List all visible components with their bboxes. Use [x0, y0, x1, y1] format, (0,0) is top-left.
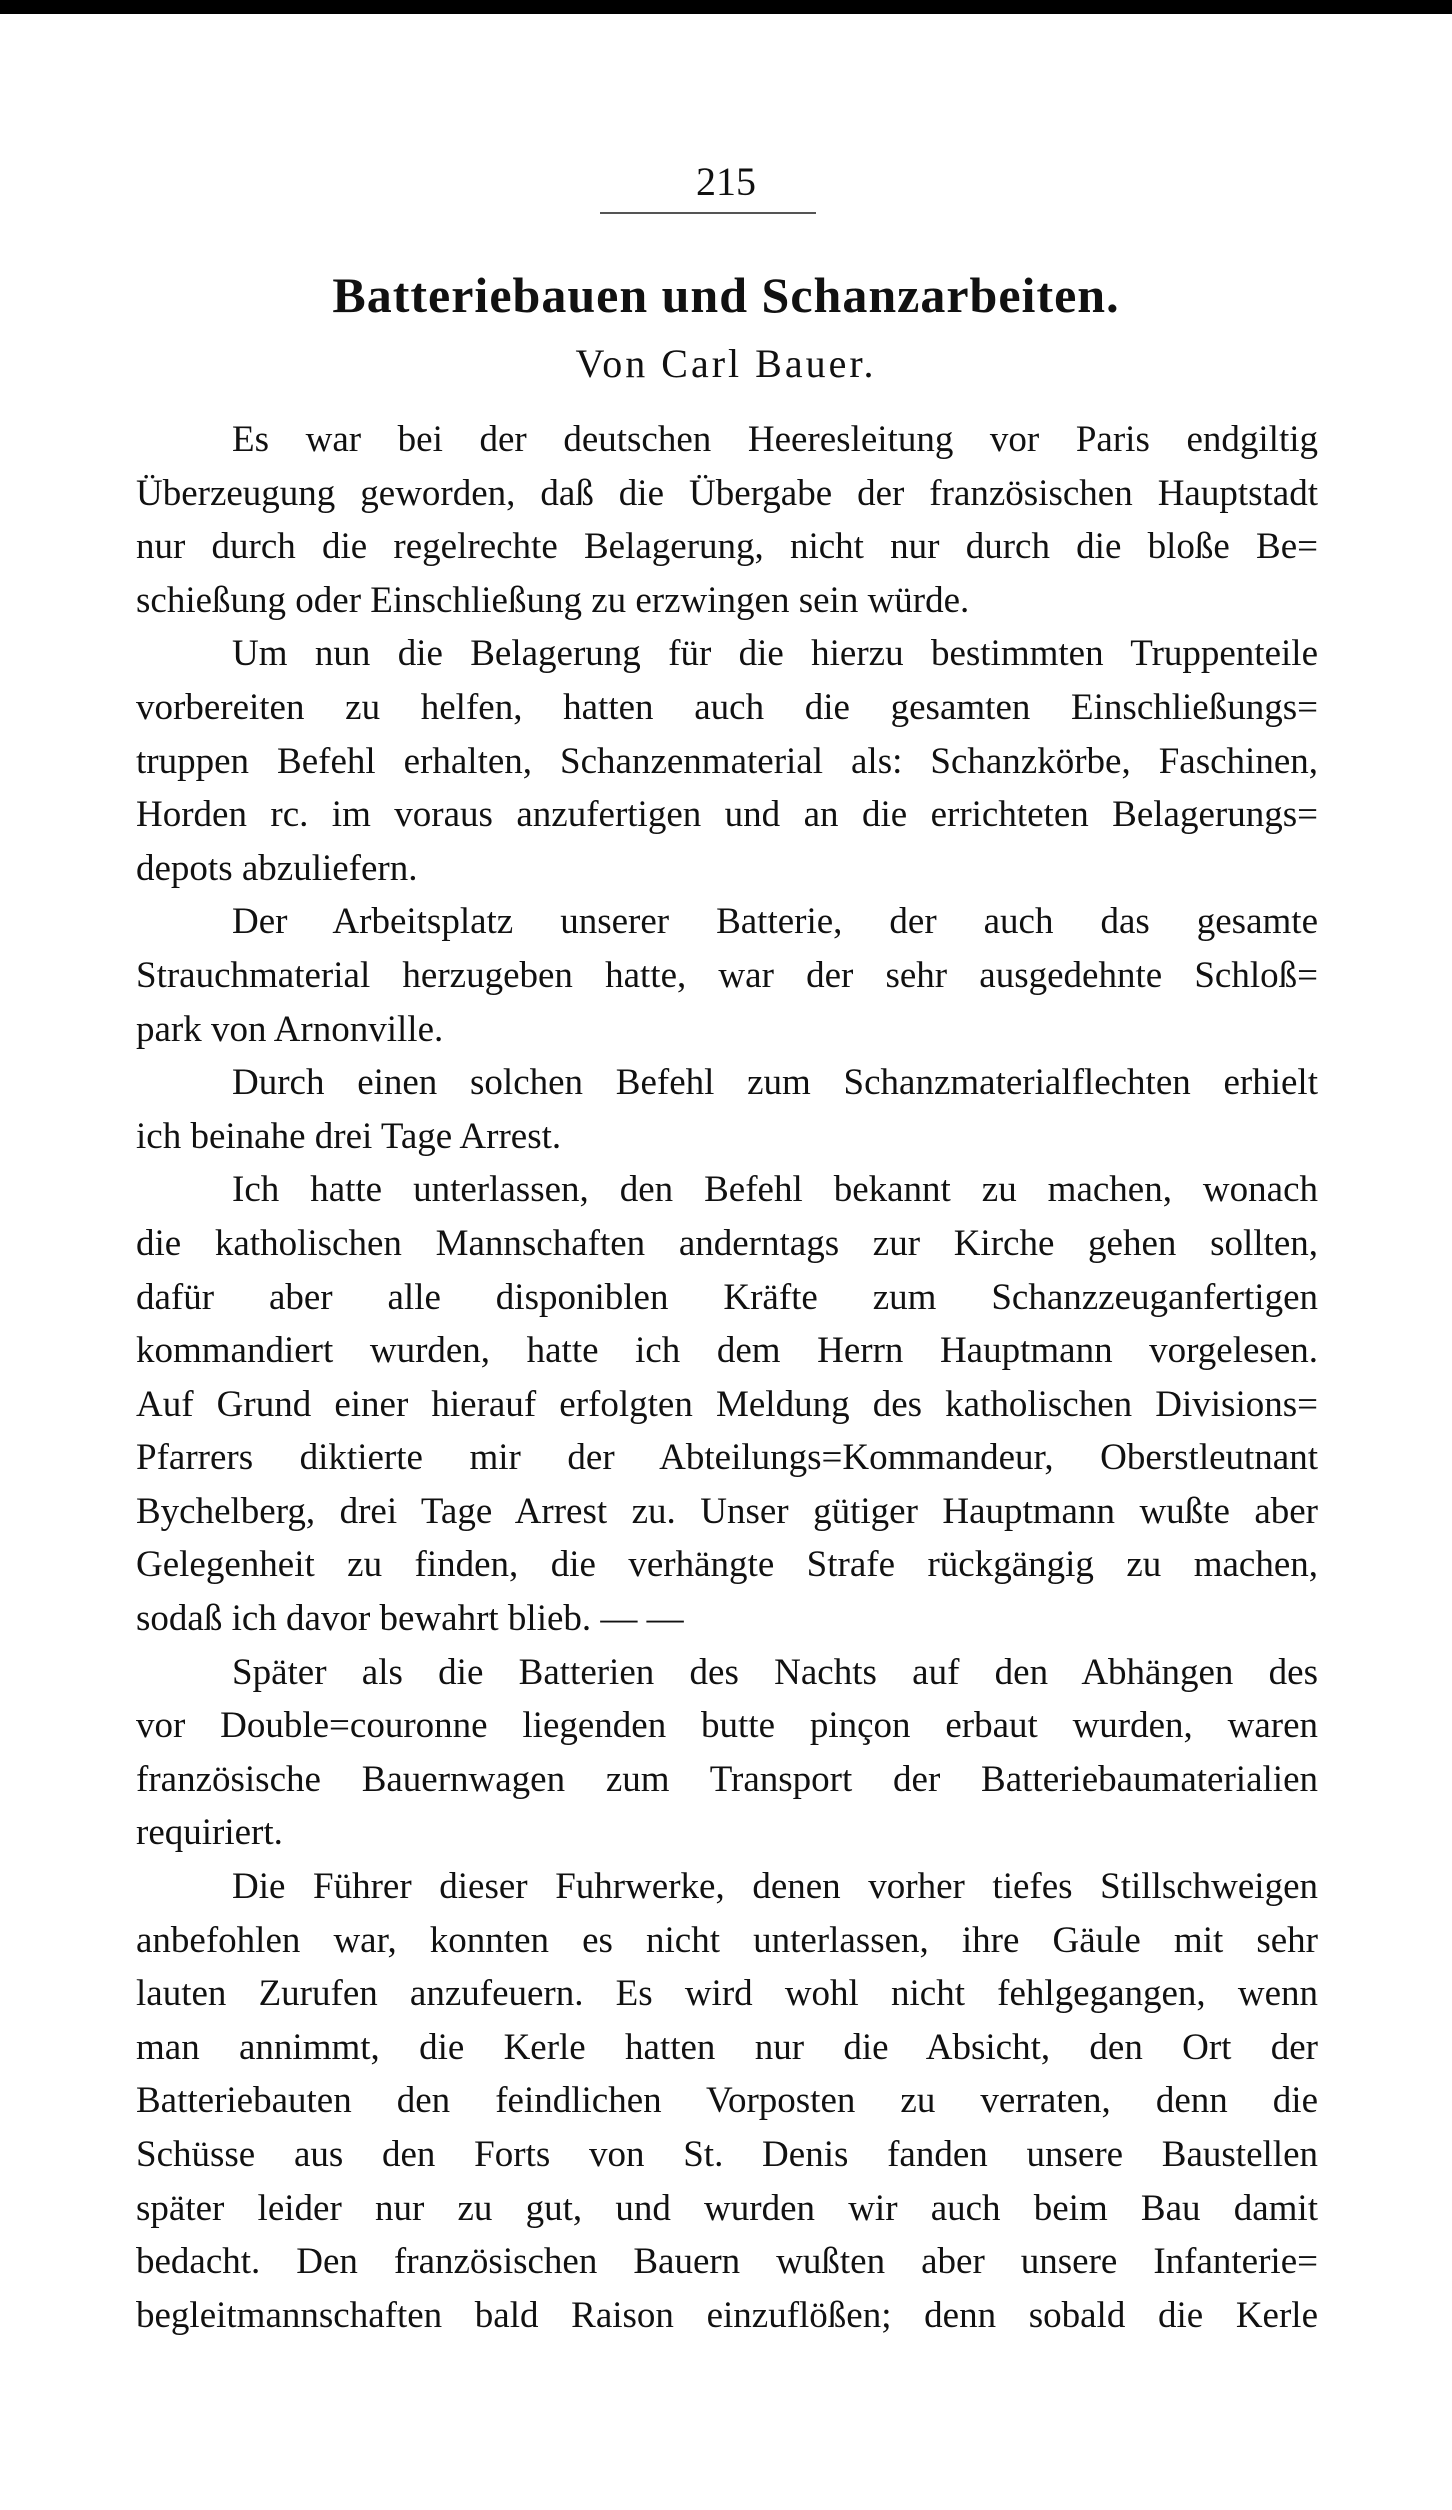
- scan-border: [0, 0, 1452, 14]
- header-rule: [600, 212, 816, 214]
- text-line: man annimmt, die Kerle hatten nur die Absicht, den Ort der: [136, 2026, 1318, 2068]
- text-line: Strauchmaterial herzugeben hatte, war der sehr ausgedehnte Schloß=: [136, 954, 1318, 996]
- text-line: Die Führer dieser Fuhrwerke, denen vorher tiefes Stillschweigen: [232, 1866, 1318, 1908]
- text-line: ich beinahe drei Tage Arrest.: [136, 1115, 562, 1157]
- body-text: [136, 413, 1318, 2342]
- text-line: anbefohlen war, konnten es nicht unterlassen, ihre Gäule mit sehr: [136, 1919, 1318, 1961]
- text-line: Durch einen solchen Befehl zum Schanzmaterialflechten erhielt: [232, 1062, 1318, 1104]
- text-line: truppen Befehl erhalten, Schanzenmaterial als: Schanzkörbe, Faschinen,: [136, 740, 1318, 782]
- text-line: Gelegenheit zu finden, die verhängte Strafe rückgängig zu machen,: [136, 1544, 1318, 1586]
- text-line: Pfarrers diktierte mir der Abteilungs=Kommandeur, Oberstleutnant: [136, 1437, 1318, 1479]
- text-line: später leider nur zu gut, und wurden wir auch beim Bau damit: [136, 2187, 1318, 2229]
- text-line: schießung oder Einschließung zu erzwingen sein würde.: [136, 579, 970, 621]
- chapter-title: Batteriebauen und Schanzarbeiten.: [332, 267, 1120, 323]
- text-line: lauten Zurufen anzufeuern. Es wird wohl nicht fehlgegangen, wenn: [136, 1973, 1318, 2015]
- text-line: Batteriebauten den feindlichen Vorposten zu verraten, denn die: [136, 2080, 1318, 2122]
- page-number: 215: [696, 159, 756, 204]
- text-line: Ich hatte unterlassen, den Befehl bekannt zu machen, wonach: [232, 1169, 1318, 1211]
- text-line: Auf Grund einer hierauf erfolgten Meldung des katholischen Divisions=: [136, 1383, 1318, 1425]
- text-line: Der Arbeitsplatz unserer Batterie, der auch das gesamte: [232, 901, 1318, 943]
- text-line: dafür aber alle disponiblen Kräfte zum Schanzzeuganfertigen: [136, 1276, 1318, 1318]
- text-line: sodaß ich davor bewahrt blieb. — —: [136, 1598, 684, 1640]
- text-line: Es war bei der deutschen Heeresleitung vor Paris endgiltig: [232, 419, 1318, 460]
- text-line: depots abzuliefern.: [136, 847, 418, 889]
- text-line: französische Bauernwagen zum Transport der Batteriebaumaterialien: [136, 1758, 1318, 1800]
- text-line: nur durch die regelrechte Belagerung, nicht nur durch die bloße Be=: [136, 526, 1318, 568]
- text-line: Später als die Batterien des Nachts auf den Abhängen des: [232, 1651, 1318, 1693]
- text-line: kommandiert wurden, hatte ich dem Herrn Hauptmann vorgelesen.: [136, 1330, 1318, 1372]
- text-line: requiriert.: [136, 1812, 283, 1854]
- text-line: begleitmannschaften bald Raison einzuflößen; denn sobald die Kerle: [136, 2294, 1318, 2336]
- text-line: bedacht. Den französischen Bauern wußten aber unsere Infanterie=: [136, 2241, 1318, 2283]
- author-line: Von Carl Bauer.: [575, 341, 877, 386]
- text-line: Horden rc. im voraus anzufertigen und an die errichteten Belagerungs=: [136, 794, 1318, 836]
- text-line: park von Arnonville.: [136, 1008, 444, 1050]
- text-line: vor Double=couronne liegenden butte pinçon erbaut wurden, waren: [136, 1705, 1318, 1747]
- text-line: die katholischen Mannschaften anderntags zur Kirche gehen sollten,: [136, 1222, 1318, 1264]
- text-line: Überzeugung geworden, daß die Übergabe der französischen Hauptstadt: [136, 472, 1318, 514]
- text-line: Bychelberg, drei Tage Arrest zu. Unser gütiger Hauptmann wußte aber: [136, 1490, 1318, 1532]
- text-line: Schüsse aus den Forts von St. Denis fanden unsere Baustellen: [136, 2134, 1318, 2175]
- text-line: Um nun die Belagerung für die hierzu bestimmten Truppenteile: [232, 633, 1318, 675]
- text-line: vorbereiten zu helfen, hatten auch die gesamten Einschließungs=: [136, 686, 1318, 728]
